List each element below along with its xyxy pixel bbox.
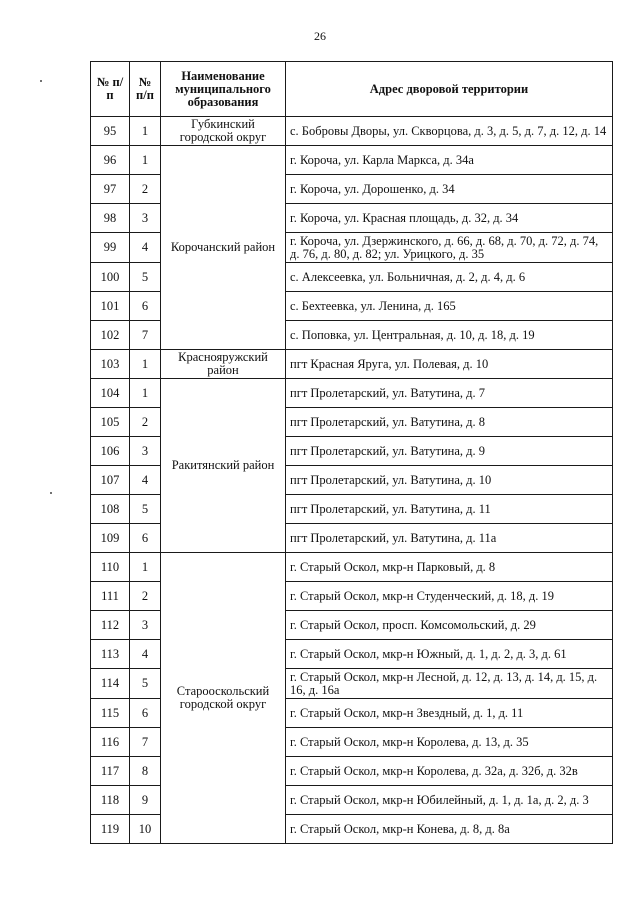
- address-cell: г. Старый Оскол, мкр-н Лесной, д. 12, д. 13, д. 14, д. 15, д. 16, д. 16а: [286, 669, 613, 699]
- table-row: [91, 553, 613, 582]
- address-cell: пгт Пролетарский, ул. Ватутина, д. 11: [286, 495, 613, 524]
- row-number: 113: [91, 640, 130, 669]
- row-sub-number: 2: [130, 582, 161, 611]
- row-number: 118: [91, 786, 130, 815]
- row-number: 96: [91, 146, 130, 175]
- row-number: 117: [91, 757, 130, 786]
- address-cell: г. Старый Оскол, мкр-н Звездный, д. 1, д. 11: [286, 699, 613, 728]
- page-number: 26: [314, 29, 326, 43]
- row-number: 116: [91, 728, 130, 757]
- header-address: Адрес дворовой территории: [286, 62, 613, 117]
- row-sub-number: 4: [130, 640, 161, 669]
- row-number: 103: [91, 350, 130, 379]
- row-number: 99: [91, 233, 130, 263]
- table-row: [91, 117, 613, 146]
- row-sub-number: 6: [130, 524, 161, 553]
- address-cell: г. Старый Оскол, мкр-н Студенческий, д. 18, д. 19: [286, 582, 613, 611]
- municipality-cell: Корочанский район: [161, 146, 286, 350]
- address-cell: с. Поповка, ул. Центральная, д. 10, д. 18, д. 19: [286, 321, 613, 350]
- address-cell: г. Старый Оскол, мкр-н Конева, д. 8, д. 8а: [286, 815, 613, 844]
- address-cell: г. Старый Оскол, мкр-н Королева, д. 32а, д. 32б, д. 32в: [286, 757, 613, 786]
- row-number: 102: [91, 321, 130, 350]
- row-number: 109: [91, 524, 130, 553]
- row-number: 119: [91, 815, 130, 844]
- row-number: 104: [91, 379, 130, 408]
- address-cell: с. Бобровы Дворы, ул. Скворцова, д. 3, д. 5, д. 7, д. 12, д. 14: [286, 117, 613, 146]
- address-cell: г. Старый Оскол, мкр-н Южный, д. 1, д. 2, д. 3, д. 61: [286, 640, 613, 669]
- row-sub-number: 5: [130, 669, 161, 699]
- row-sub-number: 5: [130, 263, 161, 292]
- table-header-row: [91, 62, 613, 117]
- address-cell: г. Короча, ул. Красная площадь, д. 32, д. 34: [286, 204, 613, 233]
- row-sub-number: 3: [130, 611, 161, 640]
- address-cell: пгт Пролетарский, ул. Ватутина, д. 10: [286, 466, 613, 495]
- row-sub-number: 4: [130, 233, 161, 263]
- row-number: 107: [91, 466, 130, 495]
- row-sub-number: 1: [130, 553, 161, 582]
- table-row: [91, 146, 613, 175]
- address-cell: г. Короча, ул. Карла Маркса, д. 34а: [286, 146, 613, 175]
- territory-table: [90, 61, 613, 844]
- row-sub-number: 5: [130, 495, 161, 524]
- row-sub-number: 1: [130, 146, 161, 175]
- address-cell: пгт Пролетарский, ул. Ватутина, д. 7: [286, 379, 613, 408]
- row-sub-number: 6: [130, 699, 161, 728]
- address-cell: г. Короча, ул. Дзержинского, д. 66, д. 68, д. 70, д. 72, д. 74, д. 76, д. 80, д. 82; ул. Урицкого, д. 35: [286, 233, 613, 263]
- row-number: 111: [91, 582, 130, 611]
- scan-speck: [50, 492, 52, 494]
- table-body: [91, 117, 613, 844]
- scan-speck: [40, 80, 42, 82]
- address-cell: г. Старый Оскол, мкр-н Юбилейный, д. 1, д. 1а, д. 2, д. 3: [286, 786, 613, 815]
- row-number: 105: [91, 408, 130, 437]
- row-sub-number: 3: [130, 437, 161, 466]
- address-cell: пгт Красная Яруга, ул. Полевая, д. 10: [286, 350, 613, 379]
- row-number: 110: [91, 553, 130, 582]
- address-cell: г. Короча, ул. Дорошенко, д. 34: [286, 175, 613, 204]
- table-row: [91, 379, 613, 408]
- header-sub-number: № п/п: [130, 62, 161, 117]
- table-row: [91, 350, 613, 379]
- row-number: 114: [91, 669, 130, 699]
- address-cell: с. Бехтеевка, ул. Ленина, д. 165: [286, 292, 613, 321]
- address-cell: г. Старый Оскол, мкр-н Королева, д. 13, д. 35: [286, 728, 613, 757]
- row-number: 112: [91, 611, 130, 640]
- row-sub-number: 2: [130, 408, 161, 437]
- header-row-number: № п/п: [91, 62, 130, 117]
- row-sub-number: 1: [130, 350, 161, 379]
- row-sub-number: 7: [130, 321, 161, 350]
- row-sub-number: 7: [130, 728, 161, 757]
- row-number: 115: [91, 699, 130, 728]
- municipality-cell: Старооскольский городской округ: [161, 553, 286, 844]
- row-sub-number: 2: [130, 175, 161, 204]
- municipality-cell: Краснояружский район: [161, 350, 286, 379]
- row-number: 97: [91, 175, 130, 204]
- row-number: 98: [91, 204, 130, 233]
- address-cell: пгт Пролетарский, ул. Ватутина, д. 8: [286, 408, 613, 437]
- row-sub-number: 1: [130, 117, 161, 146]
- row-sub-number: 3: [130, 204, 161, 233]
- row-number: 101: [91, 292, 130, 321]
- row-number: 100: [91, 263, 130, 292]
- address-cell: г. Старый Оскол, просп. Комсомольский, д. 29: [286, 611, 613, 640]
- row-sub-number: 1: [130, 379, 161, 408]
- address-cell: пгт Пролетарский, ул. Ватутина, д. 11а: [286, 524, 613, 553]
- municipality-cell: Ракитянский район: [161, 379, 286, 553]
- address-cell: пгт Пролетарский, ул. Ватутина, д. 9: [286, 437, 613, 466]
- municipality-cell: Губкинский городской округ: [161, 117, 286, 146]
- row-sub-number: 8: [130, 757, 161, 786]
- row-sub-number: 6: [130, 292, 161, 321]
- row-sub-number: 4: [130, 466, 161, 495]
- address-cell: с. Алексеевка, ул. Больничная, д. 2, д. 4, д. 6: [286, 263, 613, 292]
- row-number: 106: [91, 437, 130, 466]
- row-number: 108: [91, 495, 130, 524]
- row-sub-number: 10: [130, 815, 161, 844]
- address-cell: г. Старый Оскол, мкр-н Парковый, д. 8: [286, 553, 613, 582]
- header-municipality: Наименование муниципального образования: [161, 62, 286, 117]
- row-sub-number: 9: [130, 786, 161, 815]
- row-number: 95: [91, 117, 130, 146]
